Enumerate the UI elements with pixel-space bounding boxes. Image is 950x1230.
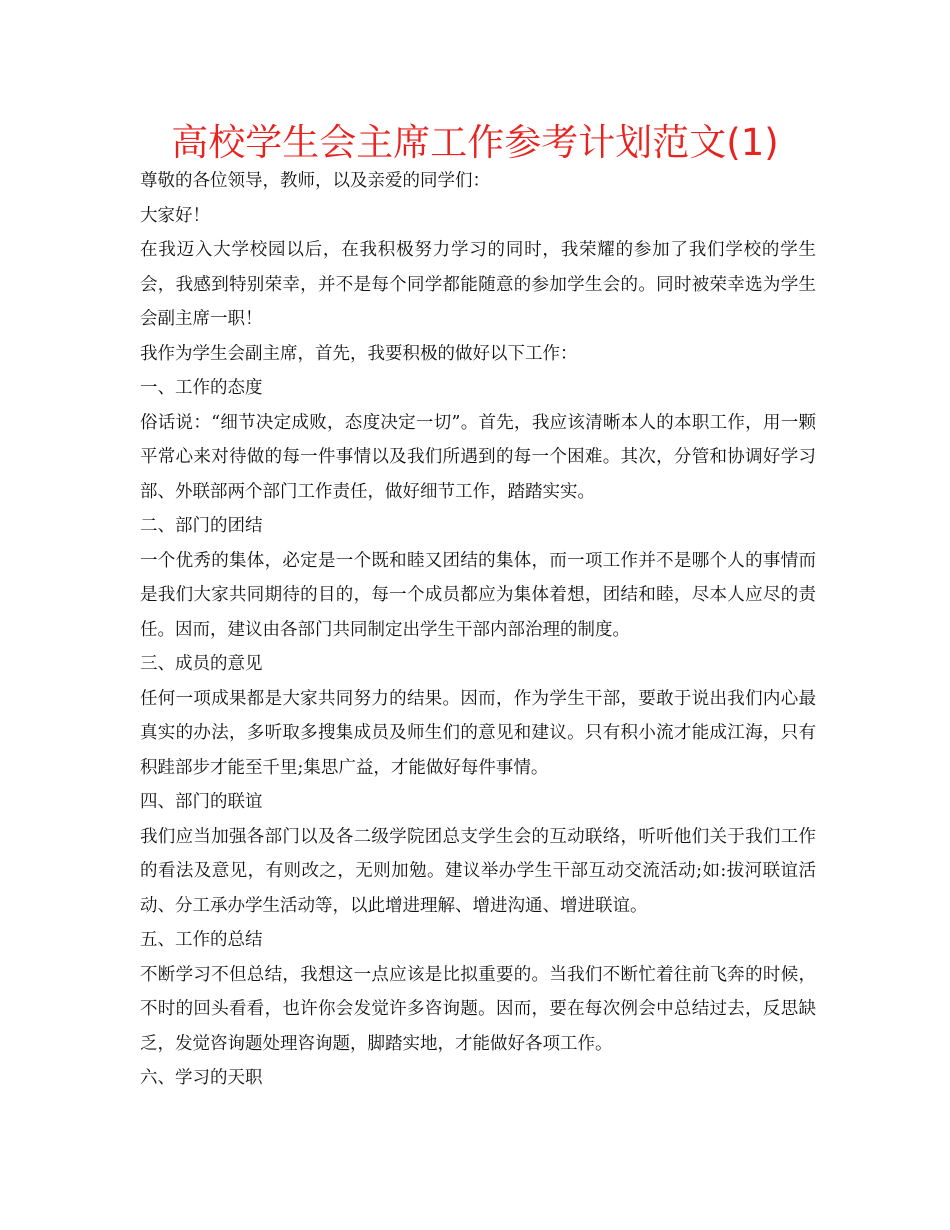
salutation: 尊敬的各位领导，教师，以及亲爱的同学们： (140, 171, 490, 191)
section-body-unity: 一个优秀的集体，必定是一个既和睦又团结的集体，而一项工作并不是哪个人的事情而是我们大家共同期待的目的，每一个成员都应为集体着想，团结和睦，尽本人应尽的责任。因而，建议由各部门共同制定出学生干部内部治理的制度。 (140, 550, 816, 640)
section-heading-summary: 五、工作的总结 (140, 930, 263, 950)
document-title: 高校学生会主席工作参考计划范文(1) (171, 121, 779, 164)
section-heading-opinions: 三、成员的意见 (140, 654, 263, 674)
section-body-attitude: 俗话说：“细节决定成败，态度决定一切”。首先，我应该清晰本人的本职工作，用一颗平常心来对待做的每一件事情以及我们所遇到的每一个困难。其次，分管和协调好学习部、外联部两个部门工作责任，做好细节工作，踏踏实实。 (140, 412, 816, 502)
section-heading-attitude: 一、工作的态度 (140, 378, 263, 398)
section-heading-unity: 二、部门的团结 (140, 516, 263, 536)
section-body-opinions: 任何一项成果都是大家共同努力的结果。因而，作为学生干部，要敢于说出我们内心最真实的办法，多听取多搜集成员及师生们的意见和建议。只有积小流才能成江海，只有积跬部步才能至千里;集思广益，才能做好每件事情。 (140, 688, 816, 778)
greeting: 大家好！ (140, 205, 210, 226)
section-heading-liaison: 四、部门的联谊 (140, 792, 263, 812)
section-heading-study: 六、学习的天职 (140, 1068, 263, 1088)
document-body (140, 164, 816, 1096)
intro-statement: 我作为学生会副主席，首先，我要积极的做好以下工作： (140, 343, 578, 364)
section-body-liaison: 我们应当加强各部门以及各二级学院团总支学生会的互动联络，听听他们关于我们工作的看法及意见，有则改之，无则加勉。建议举办学生干部互动交流活动;如:拔河联谊活动、分工承办学生活动等，以此增进理解、增进沟通、增进联谊。 (140, 826, 816, 916)
section-body-summary: 不断学习不但总结，我想这一点应该是比拟重要的。当我们不断忙着往前飞奔的时候，不时的回头看看，也许你会发觉许多咨询题。因而，要在每次例会中总结过去，反思缺乏，发觉咨询题处理咨询题，脚踏实地，才能做好各项工作。 (140, 964, 816, 1054)
intro-paragraph: 在我迈入大学校园以后，在我积极努力学习的同时，我荣耀的参加了我们学校的学生会，我感到特别荣幸，并不是每个同学都能随意的参加学生会的。同时被荣幸选为学生会副主席一职！ (140, 240, 816, 329)
